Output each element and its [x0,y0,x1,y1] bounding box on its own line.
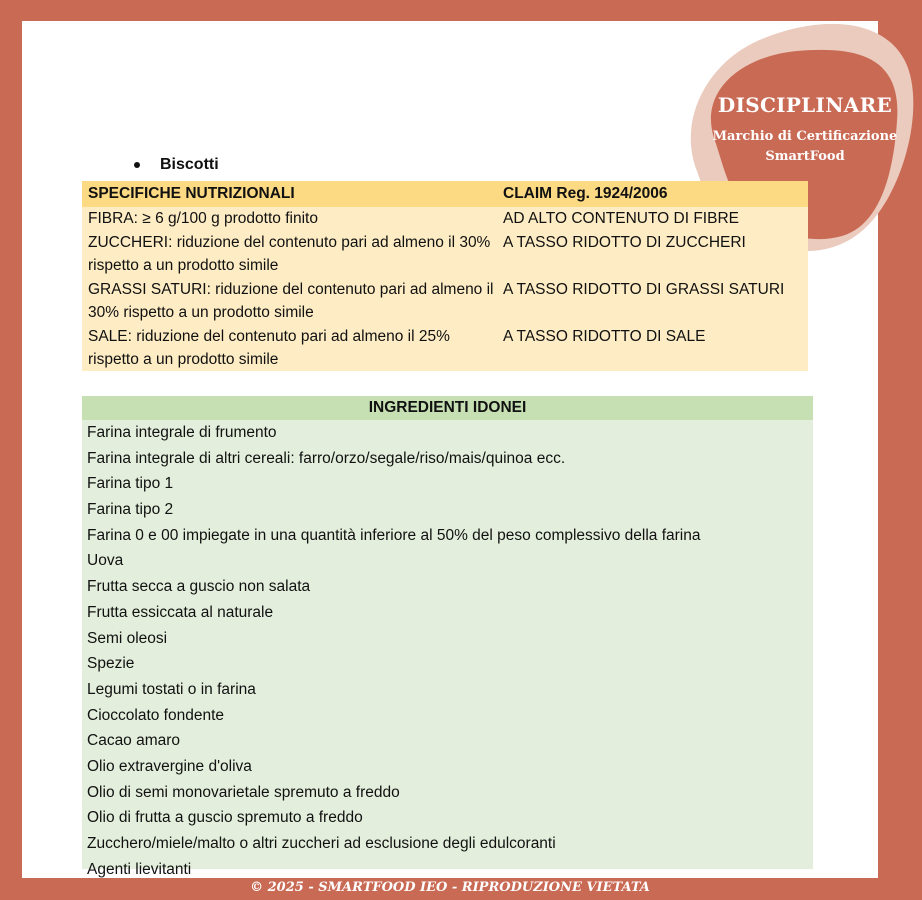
badge-subtitle-line1: Marchio di Certificazione [712,129,898,144]
nutrition-table-header [82,181,808,207]
list-item: Farina tipo 1 [87,475,174,493]
list-item: Olio di semi monovarietale spremuto a freddo [87,783,400,801]
list-item: Zucchero/miele/malto o altri zuccheri ad esclusione degli edulcoranti [87,835,556,852]
table-row [82,207,808,231]
ingredients-list [82,420,813,882]
badge-text [695,93,915,167]
copyright-footer: © 2025 - SMARTFOOD IEO - RIPRODUZIONE VIETATA [250,880,650,895]
list-item: Olio extravergine d'oliva [87,757,252,775]
claim-cell: A TASSO RIDOTTO DI ZUCCHERI [503,233,746,251]
table-row [82,325,808,372]
claim-cell: AD ALTO CONTENUTO DI FIBRE [503,210,739,227]
list-item: Agenti lievitanti [87,860,192,878]
section-title-text: Biscotti [160,156,219,173]
list-item: Olio di frutta a guscio spremuto a freddo [87,809,363,827]
claim-cell: A TASSO RIDOTTO DI SALE [503,327,706,345]
document-page [22,21,898,878]
section-title [110,156,219,174]
spec-cell: SALE: riduzione del contenuto pari ad almeno il 25% rispetto a un prodotto simile [88,327,450,368]
bullet-icon [134,162,140,168]
badge-subtitle [695,127,915,167]
list-item: Legumi tostati o in farina [87,680,256,698]
list-item: Frutta essiccata al naturale [87,603,274,621]
list-item: Semi oleosi [87,629,168,647]
list-item: Frutta secca a guscio non salata [87,578,311,596]
badge-title: DISCIPLINARE [717,93,893,117]
claim-cell: A TASSO RIDOTTO DI GRASSI SATURI [503,280,785,298]
ingredients-table-header: INGREDIENTI IDONEI [82,396,813,420]
list-item: Cioccolato fondente [87,706,225,724]
header-claim: CLAIM Reg. 1924/2006 [503,185,668,203]
list-item: Spezie [87,655,135,673]
spec-cell: ZUCCHERI: riduzione del contenuto pari ad almeno il 30% rispetto a un prodotto simile [88,233,491,274]
list-item: Farina 0 e 00 impiegate in una quantità inferiore al 50% del peso complessivo della farina [87,526,701,544]
table-row [82,278,808,325]
nutrition-table [82,181,808,371]
list-item: Uova [87,552,124,570]
list-item: Cacao amaro [87,732,181,750]
ingredients-table [82,396,813,878]
spec-cell: FIBRA: ≥ 6 g/100 g prodotto finito [88,210,318,227]
spec-cell: GRASSI SATURI: riduzione del contenuto pari ad almeno il 30% rispetto a un prodotto simile [88,280,494,321]
list-item: Farina tipo 2 [87,501,174,519]
badge-subtitle-line2: SmartFood [765,149,845,164]
table-row [82,231,808,278]
header-specs: SPECIFICHE NUTRIZIONALI [88,185,295,203]
list-item: Farina integrale di frumento [87,424,277,441]
list-item: Farina integrale di altri cereali: farro/orzo/segale/riso/mais/quinoa ecc. [87,449,566,467]
